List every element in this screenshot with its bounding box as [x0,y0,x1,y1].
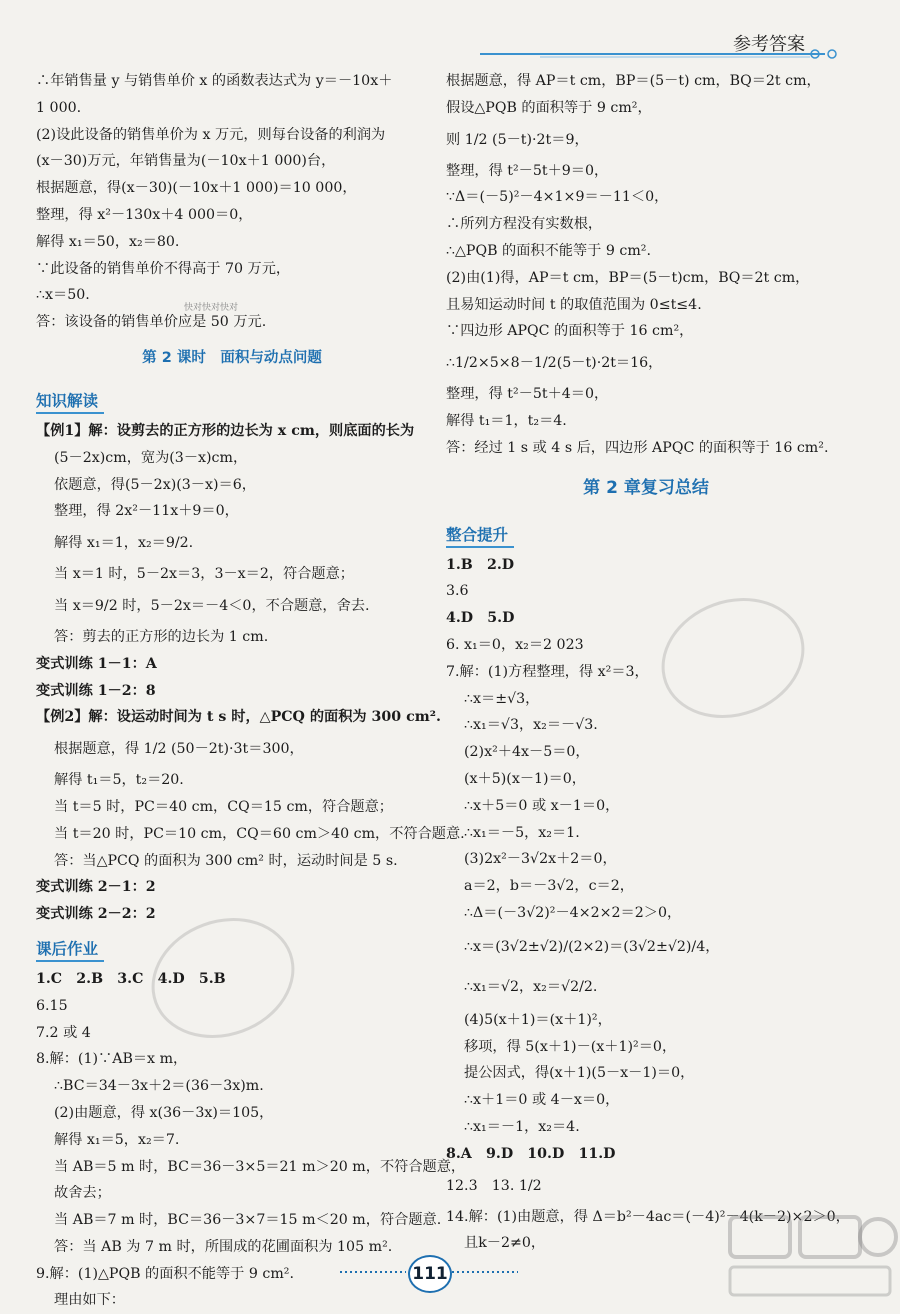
knowledge-lines-line: 变式训练 1－1：A [36,655,157,672]
integrate-lines-line: 6. x₁＝0，x₂＝2 023 [446,636,584,653]
right-top-line: ∵四边形 APQC 的面积等于 16 cm²， [446,323,694,340]
integrate-lines-line: 7.解：(1)方程整理，得 x²＝3， [446,663,649,680]
knowledge-lines-line: 当 x＝1 时，5－2x＝3，3－x＝2，符合题意； [54,566,354,583]
right-top-block [446,68,846,462]
header-decoration [480,48,840,60]
right-top-line: ∵Δ＝(－5)²－4×1×9＝－11＜0， [446,189,669,206]
knowledge-lines-line: 当 t＝20 时，PC＝10 cm，CQ＝60 cm＞40 cm，不符合题意. [54,825,465,842]
left-line: ∴年销售量 y 与销售单价 x 的函数表达式为 y＝－10x＋ [36,73,393,89]
integrate-lines-line: ∴Δ＝(－3√2)²－4×2×2＝2＞0， [464,904,682,921]
homework-lines-line: 理由如下： [54,1292,125,1309]
integrate-lines-line: a＝2，b＝－3√2，c＝2， [464,878,634,895]
left-line: (2)设此设备的销售单价为 x 万元，则每台设备的利润为 [36,126,386,143]
knowledge-lines-line: 变式训练 2－2：2 [36,906,156,923]
right-top-line: ∴△PQB 的面积不能等于 9 cm². [446,242,652,259]
left-line: ∵此设备的销售单价不得高于 70 万元， [36,260,291,277]
left-line: (x－30)万元，年销售量为(－10x＋1 000)台， [36,153,336,170]
integrate-block [446,552,850,1258]
integrate-lines-line: (4)5(x＋1)＝(x＋1)²， [464,1011,612,1028]
section-knowledge-title: 知识解读 [36,390,104,414]
knowledge-lines-line: 当 t＝5 时，PC＝40 cm，CQ＝15 cm，符合题意； [54,798,393,815]
section-homework-title: 课后作业 [36,938,104,962]
knowledge-lines-line: 变式训练 2－1：2 [36,879,156,896]
homework-lines-line: 当 AB＝7 m 时，BC＝36－3×7＝15 m＜20 m，符合题意. [54,1212,442,1229]
page-number: 111 [408,1255,452,1293]
integrate-lines-line: 且k－2≠0， [464,1235,546,1252]
homework-lines-line: (2)由题意，得 x(36－3x)＝105， [54,1104,274,1121]
integrate-lines-line: ∴x₁＝－5，x₂＝1. [464,824,580,841]
integrate-lines-line: 12.3 13. 1/2 [446,1177,542,1194]
page-header [0,0,900,60]
right-top-line: 整理，得 t²－5t＋9＝0， [446,162,609,179]
homework-lines-line: 1.C 2.B 3.C 4.D 5.B [36,970,226,987]
knowledge-lines-line: 【例1】解：设剪去的正方形的边长为 x cm，则底面的长为 [36,422,415,439]
lesson-title: 第 2 课时 面积与动点问题 [142,349,322,366]
knowledge-lines-line: 答：剪去的正方形的边长为 1 cm. [54,628,269,645]
left-line: 解得 x₁＝50，x₂＝80. [36,233,180,250]
integrate-lines-line: 3.6 [446,583,469,600]
page-number-dots-right [452,1270,518,1274]
integrate-lines-line: (2)x²＋4x－5＝0， [464,744,590,761]
right-column [446,68,850,1257]
integrate-lines-line: 4.D 5.D [446,610,515,627]
header-label: 参考答案 [733,34,805,55]
integrate-lines-line: 提公因式，得(x＋1)(5－x－1)＝0， [464,1065,695,1082]
left-top-block [36,68,428,336]
integrate-lines-line: ∴x＋1＝0 或 4－x＝0， [464,1092,620,1109]
knowledge-lines-line: 整理，得 2x²－11x＋9＝0， [54,503,239,520]
integrate-lines-line: 1.B 2.D [446,556,515,573]
integrate-lines-line: ∴x₁＝－1，x₂＝4. [464,1118,580,1135]
right-top-line: 则 1/2 (5－t)·2t＝9， [446,131,589,148]
page-number-dots-left [340,1270,406,1274]
knowledge-lines-line: 当 x＝9/2 时，5－2x＝－4＜0，不合题意，舍去. [54,597,370,614]
homework-lines-line: ∴BC＝34－3x＋2＝(36－3x)m. [54,1078,264,1095]
right-top-line: 整理，得 t²－5t＋4＝0， [446,386,609,403]
right-top-line: 答：经过 1 s 或 4 s 后，四边形 APQC 的面积等于 16 cm². [446,439,829,456]
homework-lines-line: 解得 x₁＝5，x₂＝7. [54,1131,180,1148]
knowledge-lines-line: 变式训练 1－2：8 [36,682,156,699]
integrate-lines-line: ∴x＝±√3， [464,690,540,707]
integrate-lines-line: ∴x₁＝√2，x₂＝√2/2. [464,978,598,995]
knowledge-lines-line: 答：当△PCQ 的面积为 300 cm² 时，运动时间是 5 s. [54,852,398,869]
integrate-lines-line: ∴x＋5＝0 或 x－1＝0， [464,797,620,814]
left-line: 整理，得 x²－130x＋4 000＝0， [36,206,253,223]
knowledge-lines-line: 依题意，得(5－2x)(3－x)＝6， [54,476,256,493]
knowledge-lines-line: 【例2】解：设运动时间为 t s 时，△PCQ 的面积为 300 cm². [36,709,441,726]
integrate-lines-line: ∴x＝(3√2±√2)/(2×2)＝(3√2±√2)/4， [464,938,720,955]
integrate-lines-line: 14.解：(1)由题意，得 Δ＝b²－4ac＝(－4)²－4(k－2)×2＞0， [446,1208,850,1225]
right-top-line: 假设△PQB 的面积等于 9 cm²， [446,99,652,116]
knowledge-lines-line: 根据题意，得 1/2 (50－2t)·3t＝300， [54,741,304,758]
integrate-lines-line: 移项，得 5(x＋1)－(x＋1)²＝0， [464,1038,677,1055]
right-top-line: ∴1/2×5×8－1/2(5－t)·2t＝16， [446,355,663,372]
homework-lines-line: 6.15 [36,997,68,1014]
knowledge-lines-line: 解得 t₁＝5，t₂＝20. [54,772,184,789]
chapter-title: 第 2 章复习总结 [583,477,709,498]
left-line: 1 000. [36,99,82,116]
left-line: 根据题意，得(x－30)(－10x＋1 000)＝10 000， [36,180,357,197]
left-line: 答：该设备的销售单价应是 50 万元. [36,314,267,331]
section-knowledge [36,384,428,414]
knowledge-lines-line: 解得 x₁＝1，x₂＝9/2. [54,535,194,552]
right-top-line: ∴所列方程没有实数根， [446,216,603,233]
homework-lines-line: 7.2 或 4 [36,1024,91,1041]
right-top-line: 且易知运动时间 t 的取值范围为 0≤t≤4. [446,296,702,313]
right-top-line: 根据题意，得 AP＝t cm，BP＝(5－t) cm，BQ＝2t cm， [446,73,821,89]
section-integrate-title: 整合提升 [446,524,514,548]
section-integrate [446,518,846,548]
watermark-small-text: 快对快对快对 [184,303,239,313]
integrate-lines-line: (3)2x²－3√2x＋2＝0， [464,851,617,868]
left-line: ∴x＝50. [36,287,90,304]
right-top-line: (2)由(1)得，AP＝t cm，BP＝(5－t)cm，BQ＝2t cm， [446,269,810,286]
integrate-lines-line: (x＋5)(x－1)＝0， [464,770,586,787]
integrate-lines-line: ∴x₁＝√3，x₂＝－√3. [464,717,598,734]
right-top-line: 解得 t₁＝1，t₂＝4. [446,412,567,429]
homework-lines-line: 9.解：(1)△PQB 的面积不能等于 9 cm². [36,1265,294,1282]
knowledge-lines-line: (5－2x)cm，宽为(3－x)cm， [54,449,248,466]
section-homework [36,932,428,962]
homework-lines-line: 当 AB＝5 m 时，BC＝36－3×5＝21 m＞20 m，不符合题意， [54,1158,466,1175]
homework-lines-line: 答：当 AB 为 7 m 时，所围成的花圃面积为 105 m². [54,1238,393,1255]
integrate-lines-line: 8.A 9.D 10.D 11.D [446,1145,616,1162]
homework-lines-line: 故舍去； [54,1185,111,1202]
homework-lines-line: 8.解：(1)∵AB＝x m， [36,1051,188,1068]
